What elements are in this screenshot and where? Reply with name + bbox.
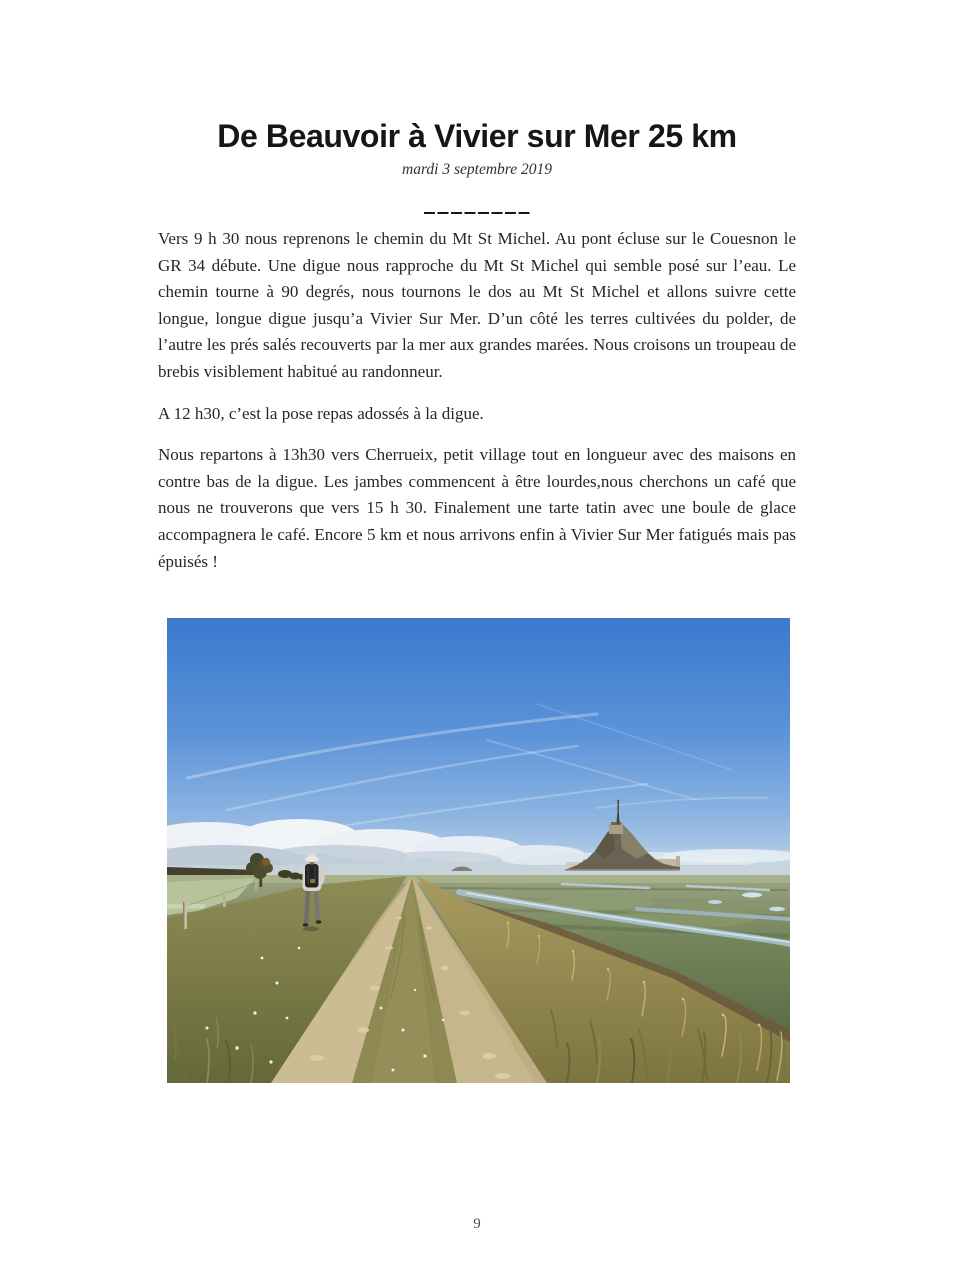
sky <box>167 618 790 883</box>
date-subtitle: mardi 3 septembre 2019 <box>402 161 552 178</box>
paragraph-2: A 12 h30, c’est la pose repas adossés à la digue. <box>158 403 484 423</box>
body-text <box>158 226 796 590</box>
landscape-photo <box>167 618 790 1083</box>
landscape-photo-svg <box>167 618 790 1083</box>
page-title: De Beauvoir à Vivier sur Mer 25 km <box>217 118 737 154</box>
paragraph-1: Vers 9 h 30 nous reprenons le chemin du Mt St Michel. Au pont écluse sur le Couesnon le GR 34 débute. Une digue nous rapproche du Mt St Michel qui semble posé sur l’eau. Le chemin tourne à 90 degrés, nous tournons le dos au Mt St Michel et allons suivre cette longue, longue digue jusqu’a Vivier Sur Mer. D’un côté les terres cultivées du polder, de l’autre les prés salés recouverts par la mer aux grandes marées. Nous croisons un troupeau de brebis visiblement habitué au randonneur. <box>158 229 796 381</box>
page-number: 9 <box>473 1216 481 1232</box>
section-divider <box>424 212 532 214</box>
paragraph-3: Nous repartons à 13h30 vers Cherrueix, petit village tout en longueur avec des maisons en contre bas de la digue. Les jambes commencent à être lourdes,nous cherchons un café que nous ne trouverons que vers 15 h 30. Finalement une tarte tatin avec une boule de glace accompagnera le café. Encore 5 km et nous arrivons enfin à Vivier Sur Mer fatigués mais pas épuisés ! <box>158 445 796 571</box>
